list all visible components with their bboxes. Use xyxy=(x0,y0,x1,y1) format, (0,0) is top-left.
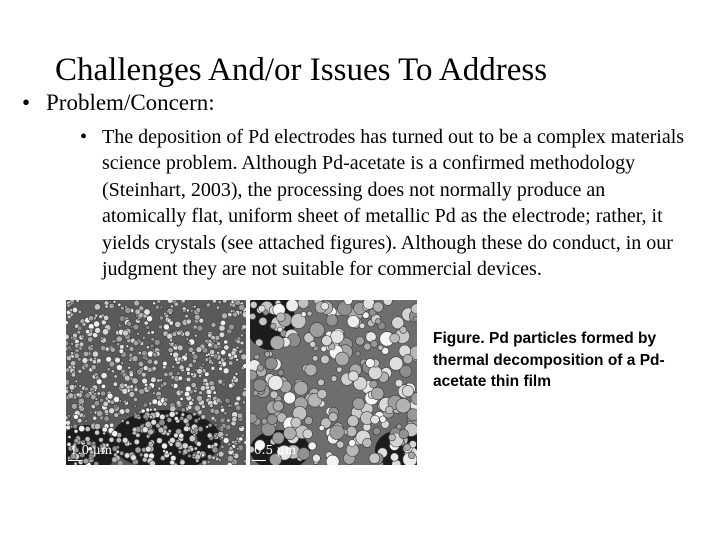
bullet-dot: • xyxy=(22,90,31,115)
slide-title: Challenges And/or Issues To Address xyxy=(55,52,548,88)
bullet-level2-text: The deposition of Pd electrodes has turned out to be a complex materials science problem. Although Pd-acetate is a confirmed methodology (Steinhart, 2003), the processing does not normally produce an atomically flat, uniform sheet of metallic Pd as the electrode; rather, it yields crystals (see attached figures). Although these do conduct, in our judgment they are not suitable for commercial devices. xyxy=(102,126,685,281)
sem-micrograph-right xyxy=(250,300,417,465)
sem-image-left xyxy=(66,300,246,465)
scale-bar-right xyxy=(252,460,266,461)
bullet-level1-text: Problem/Concern: xyxy=(46,90,215,115)
figure-caption: Figure. Pd particles formed by thermal decomposition of a Pd-acetate thin film xyxy=(433,330,665,390)
scale-label-left: 1.0 μm xyxy=(70,443,113,457)
bullet-level1 xyxy=(22,89,215,117)
sem-micrograph-left xyxy=(66,300,246,465)
sem-image-right xyxy=(250,300,417,465)
bullet-level2 xyxy=(80,124,690,282)
scale-bar-left xyxy=(68,460,82,461)
bullet-dot: • xyxy=(80,126,88,148)
scale-label-right: 0.5 μm xyxy=(254,443,297,457)
